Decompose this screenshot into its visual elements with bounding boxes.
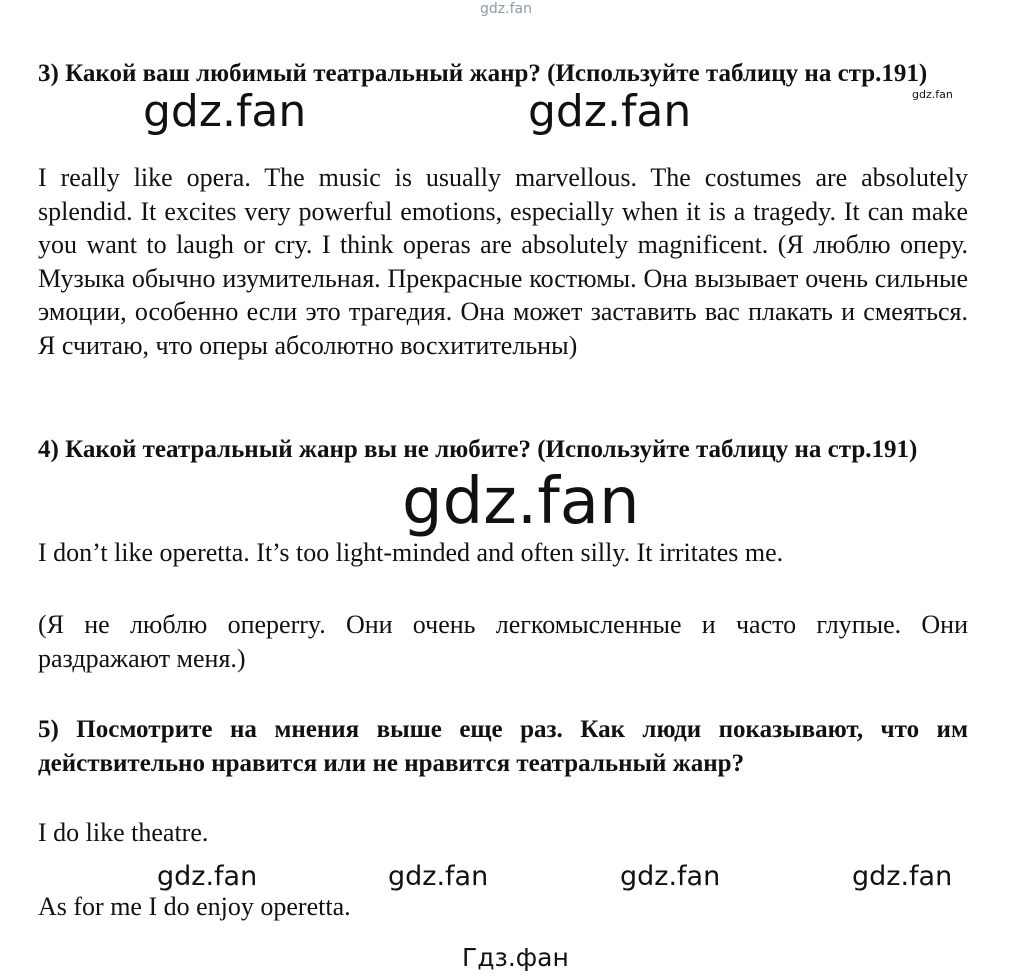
answer-4: I don’t like operetta. It’s too light-minded and often silly. It irritates me.	[38, 538, 784, 567]
watermark-big: gdz.fan	[402, 465, 640, 539]
answer-5-line-2: As for me I do enjoy operetta.	[38, 892, 351, 921]
answer-3: I really like opera. The music is usually marvellous. The costumes are absolutely splendid. It excites very powerful emotions, especially when it is a tragedy. It can make you want to laugh or cry. I think operas are absolutely magnificent. (Я люблю оперу. Музыка обычно изумительная. Прекрасные костюмы. Она вызывает очень сильные эмоции, особенно если это трагедия. Она может заставить вас плакать и смеяться. Я считаю, что оперы абсолютно восхитительны)	[38, 163, 968, 360]
watermark-mid-right: gdz.fan	[528, 86, 692, 137]
question-4: 4) Какой театральный жанр вы не любите? (Используйте таблицу на стр.191)	[38, 436, 918, 463]
watermark-mid-left: gdz.fan	[143, 86, 307, 137]
question-3: 3) Какой ваш любимый театральный жанр? (Используйте таблицу на стр.191)	[38, 60, 928, 87]
watermark-row-2: gdz.fan	[388, 861, 489, 892]
watermark-row-4: gdz.fan	[852, 861, 953, 892]
watermark-bottom: Гдз.фан	[462, 943, 569, 972]
watermark-row-3: gdz.fan	[620, 861, 721, 892]
answer-4-translation: (Я не люблю опeperry. Они очень легкомысленные и часто глупые. Они раздражают меня.)	[38, 610, 968, 673]
watermark-corner: gdz.fan	[912, 88, 953, 101]
watermark-top: gdz.fan	[480, 1, 532, 17]
question-5: 5) Посмотрите на мнения выше еще раз. Как люди показывают, что им действительно нравится или не нравится театральный жанр?	[38, 716, 968, 777]
answer-5-line-1: I do like theatre.	[38, 818, 209, 847]
watermark-row-1: gdz.fan	[157, 861, 258, 892]
